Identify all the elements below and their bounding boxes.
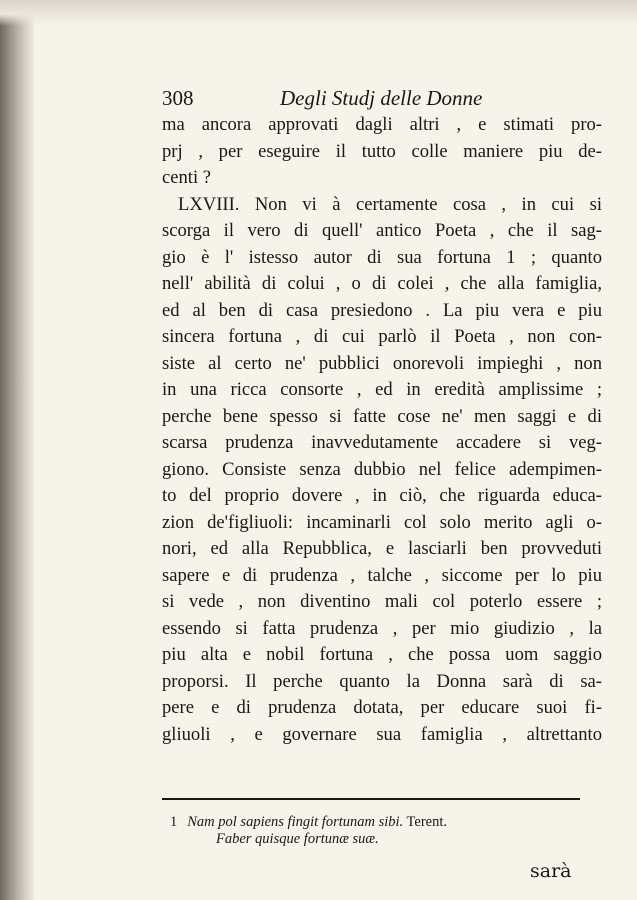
footnotes bbox=[162, 814, 602, 848]
text-line-12: perche bene spesso si fatte cose ne' men saggi e di bbox=[162, 405, 602, 427]
text-line-10: siste al certo ne' pubblici onorevoli impieghi , non bbox=[162, 352, 602, 374]
text-line-23: pere e di prudenza dotata, per educare suoi fi- bbox=[162, 697, 602, 718]
footnote-latin-quote: Nam pol sapiens fingit fortunam sibi. bbox=[187, 814, 404, 830]
text-line-22: proporsi. Il perche quanto la Donna sarà di sa- bbox=[162, 670, 602, 692]
footnote-source: Terent. bbox=[406, 814, 447, 830]
book-spine-shadow bbox=[0, 0, 34, 900]
text-line-1: ma ancora approvati dagli altri , e stimati pro- bbox=[162, 114, 602, 135]
footnote-continuation: Faber quisque fortunæ suæ. bbox=[216, 831, 379, 847]
footnote-rule bbox=[162, 798, 580, 800]
page-number: 308 bbox=[162, 86, 194, 110]
text-line-5: scorga il vero di quell' antico Poeta , che il sag- bbox=[162, 220, 602, 241]
body-text bbox=[162, 112, 602, 748]
footnote-1 bbox=[162, 814, 602, 831]
running-head: Degli Studj delle Donne bbox=[280, 86, 483, 110]
text-line-16: zion de'figliuoli: incaminarli col solo merito agli o- bbox=[162, 511, 602, 533]
text-line-13: scarsa prudenza inavvedutamente accadere si veg- bbox=[162, 432, 602, 453]
text-line-6: gio è l' istesso autor di sua fortuna 1 ; quanto bbox=[162, 246, 602, 268]
footnote-marker: 1 bbox=[170, 814, 178, 830]
text-line-18: sapere e di prudenza , talche , siccome per lo piu bbox=[162, 564, 602, 586]
text-line-14: giono. Consiste senza dubbio nel felice adempimen- bbox=[162, 458, 602, 480]
catchword: sarà bbox=[530, 860, 572, 882]
paragraph-start-lxviii: LXVIII. Non vi à certamente cosa , in cui si bbox=[178, 193, 602, 215]
page-header bbox=[162, 86, 602, 112]
text-line-17: nori, ed alla Repubblica, e lasciarli ben provveduti bbox=[162, 538, 602, 559]
text-line-20: essendo si fatta prudenza , per mio giudizio , la bbox=[162, 617, 602, 639]
text-line-7: nell' abilità di colui , o di colei , che alla famiglia, bbox=[162, 273, 602, 294]
text-line-21: piu alta e nobil fortuna , che possa uom saggio bbox=[162, 644, 602, 665]
book-page bbox=[162, 86, 602, 848]
text-line-24: gliuoli , e governare sua famiglia , altrettanto bbox=[162, 723, 602, 745]
text-line-2: prj , per eseguire il tutto colle maniere piu de- bbox=[162, 140, 602, 162]
text-line-9: sincera fortuna , di cui parlò il Poeta , non con- bbox=[162, 326, 602, 347]
page-top-edge bbox=[0, 0, 637, 26]
text-line-8: ed al ben di casa presiedono . La piu vera e piu bbox=[162, 299, 602, 321]
text-line-11: in una ricca consorte , ed in eredità amplissime ; bbox=[162, 379, 602, 400]
text-line-19: si vede , non diventino mali col poterlo essere ; bbox=[162, 591, 602, 612]
text-line-15: to del proprio dovere , in ciò, che riguarda educa- bbox=[162, 485, 602, 506]
text-line-3: centi ? bbox=[162, 167, 212, 188]
